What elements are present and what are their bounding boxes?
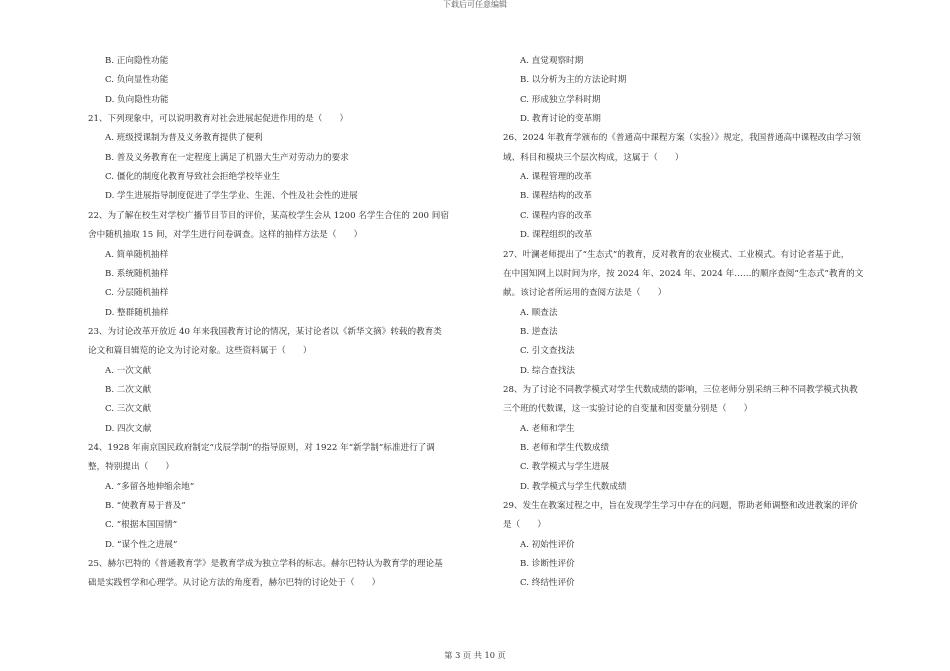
question-stem-continued: 论文和篇目辑览的论文为讨论对象。这些资料属于（ ） xyxy=(88,346,312,357)
question-stem: 24、1928 年南京国民政府制定“戊辰学制”的指导原则，对 1922 年“新学制”标准进行了调 xyxy=(88,443,435,453)
question-stem: 28、为了讨论不同教学模式对学生代数成绩的影响，三位老师分别采纳三种不同教学模式执教 xyxy=(503,384,858,395)
header-note: 下载后可任意编辑 xyxy=(443,0,507,9)
answer-option: B. 老师和学生代数成绩 xyxy=(520,443,610,453)
answer-option: A. 简单随机抽样 xyxy=(105,249,169,260)
answer-option: B. 逆查法 xyxy=(520,326,558,337)
question-stem-continued: 域、科目和模块三个层次构成，这属于（ ） xyxy=(503,152,684,163)
answer-option: A. 老师和学生 xyxy=(520,423,575,434)
page-number: 第 3 页 共 10 页 xyxy=(444,650,506,660)
answer-option: D. 四次文献 xyxy=(105,423,152,434)
question-stem-continued: 整，特别提出（ ） xyxy=(88,462,174,473)
question-stem-continued: 是（ ） xyxy=(503,520,546,531)
answer-option: B. “使教育易于普及” xyxy=(105,501,186,512)
answer-option: A. “多留各地伸缩余地” xyxy=(105,481,195,492)
answer-option: D. 教育讨论的变革期 xyxy=(520,114,601,125)
answer-option: D. 课程组织的改革 xyxy=(520,230,593,241)
answer-option: D. 教学模式与学生代数成绩 xyxy=(520,481,627,492)
answer-option: B. 正向隐性功能 xyxy=(105,56,169,66)
answer-option: B. 以分析为主的方法论时期 xyxy=(520,75,627,86)
question-stem: 27、叶澜老师提出了“生态式”的教育，反对教育的农业模式、工业模式。有讨论者基于此， xyxy=(503,249,850,260)
answer-option: A. 一次文献 xyxy=(105,365,152,376)
question-stem-continued: 三个班的代数课，这一实验讨论的自变量和因变量分别是（ ） xyxy=(503,404,753,415)
question-stem-continued: 献。该讨论者所运用的查阅方法是（ ） xyxy=(503,288,667,299)
question-stem-continued: 在中国知网上以时间为序，按 2024 年、2024 年、2024 年……的顺序查阅“生态式”教育的文 xyxy=(503,268,864,279)
answer-option: A. 初始性评价 xyxy=(520,539,575,550)
answer-option: B. 系统随机抽样 xyxy=(105,268,169,279)
question-stem: 29、发生在教案过程之中，旨在发现学生学习中存在的问题，帮助老师调整和改进教案的评价 xyxy=(503,501,858,512)
question-stem: 23、为讨论改革开放近 40 年来我国教育讨论的情况，某讨论者以《新华文摘》转载的教育类 xyxy=(88,326,442,337)
answer-option: D. 综合查找法 xyxy=(520,365,576,376)
question-stem-continued: 舍中随机抽取 15 间，对学生进行问卷调查。这样的抽样方法是（ ） xyxy=(88,230,363,241)
answer-option: C. 形成独立学科时期 xyxy=(520,94,601,105)
question-stem: 21、下列现象中，可以说明教育对社会进展起促进作用的是（ ） xyxy=(88,114,349,125)
answer-option: C. 课程内容的改革 xyxy=(520,210,592,221)
answer-option: B. 诊断性评价 xyxy=(520,559,575,570)
answer-option: D. 负向隐性功能 xyxy=(105,94,169,105)
answer-option: D. 整群随机抽样 xyxy=(105,307,169,318)
answer-option: D. “谋个性之进展” xyxy=(105,539,178,550)
answer-option: C. 教学模式与学生进展 xyxy=(520,462,610,473)
answer-option: A. 顺查法 xyxy=(520,307,558,318)
answer-option: C. 引文查找法 xyxy=(520,346,575,357)
answer-option: A. 直觉观察时期 xyxy=(520,56,584,66)
answer-option: B. 普及义务教育在一定程度上满足了机器大生产对劳动力的要求 xyxy=(105,152,349,163)
answer-option: C. 分层随机抽样 xyxy=(105,288,169,299)
question-stem: 25、赫尔巴特的《普通教育学》是教育学成为独立学科的标志。赫尔巴特认为教育学的理论基 xyxy=(88,559,443,570)
answer-option: C. 负向显性功能 xyxy=(105,75,169,86)
answer-option: A. 课程管理的改革 xyxy=(520,172,592,183)
question-stem: 22、为了解在校生对学校广播节目节目的评价，某高校学生会从 1200 名学生合住的 200 间宿 xyxy=(88,210,449,221)
answer-option: A. 班级授课制为普及义务教育提供了便利 xyxy=(105,133,263,144)
answer-option: B. 课程结构的改革 xyxy=(520,191,592,202)
question-stem: 26、2024 年教育学颁布的《普通高中课程方案（实验）》规定，我国普通高中课程改由学习领 xyxy=(503,133,861,144)
question-stem-continued: 础是实践哲学和心理学。从讨论方法的角度看，赫尔巴特的讨论处于（ ） xyxy=(88,578,381,589)
answer-option: D. 学生进展指导制度促进了学生学业、生涯、个性及社会性的进展 xyxy=(105,191,358,202)
answer-option: B. 二次文献 xyxy=(105,384,152,395)
answer-option: C. 三次文献 xyxy=(105,404,152,415)
answer-option: C. 僵化的制度化教育导致社会拒绝学校毕业生 xyxy=(105,172,281,183)
answer-option: C. “根据本国国情” xyxy=(105,520,178,531)
answer-option: C. 终结性评价 xyxy=(520,578,575,589)
